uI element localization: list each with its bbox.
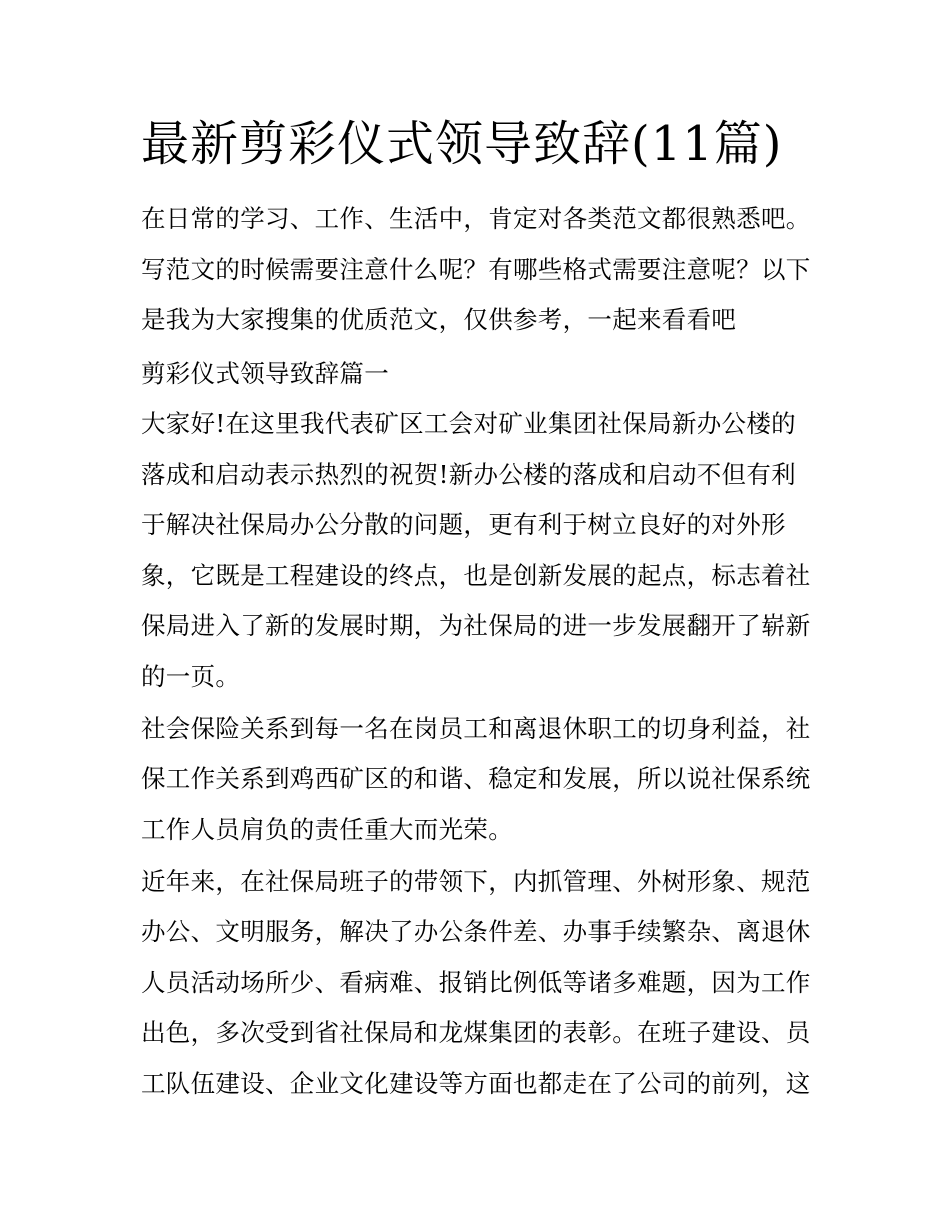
paragraph-line: 在日常的学习、工作、生活中，肯定对各类范文都很熟悉吧。 bbox=[141, 204, 811, 233]
paragraph-line: 出色，多次受到省社保局和龙煤集团的表彰。在班子建设、员 bbox=[141, 1018, 811, 1047]
paragraph-line: 工作人员肩负的责任重大而光荣。 bbox=[141, 815, 513, 844]
section-heading: 剪彩仪式领导致辞篇一 bbox=[141, 359, 389, 388]
paragraph-line: 写范文的时候需要注意什么呢？有哪些格式需要注意呢？以下 bbox=[141, 255, 811, 284]
paragraph-line: 人员活动场所少、看病难、报销比例低等诸多难题，因为工作 bbox=[141, 968, 811, 997]
paragraph-line: 落成和启动表示热烈的祝贺!新办公楼的落成和启动不但有利 bbox=[141, 460, 796, 489]
paragraph-line: 的一页。 bbox=[141, 662, 241, 691]
paragraph-line: 于解决社保局办公分散的问题，更有利于树立良好的对外形 bbox=[141, 510, 786, 539]
paragraph-line: 是我为大家搜集的优质范文，仅供参考，一起来看看吧 bbox=[141, 305, 737, 334]
document-title: 最新剪彩仪式领导致辞(11篇) bbox=[141, 116, 783, 172]
paragraph-line: 保局进入了新的发展时期，为社保局的进一步发展翻开了崭新 bbox=[141, 611, 811, 640]
paragraph-line: 工队伍建设、企业文化建设等方面也都走在了公司的前列，这 bbox=[141, 1069, 811, 1098]
paragraph-line: 保工作关系到鸡西矿区的和谐、稳定和发展，所以说社保系统 bbox=[141, 764, 811, 793]
paragraph-line: 象，它既是工程建设的终点，也是创新发展的起点，标志着社 bbox=[141, 561, 811, 590]
paragraph-line: 办公、文明服务，解决了办公条件差、办事手续繁杂、离退休 bbox=[141, 917, 811, 946]
paragraph-line: 大家好!在这里我代表矿区工会对矿业集团社保局新办公楼的 bbox=[141, 409, 796, 438]
paragraph-line: 社会保险关系到每一名在岗员工和离退休职工的切身利益，社 bbox=[141, 714, 811, 743]
paragraph-line: 近年来，在社保局班子的带领下，内抓管理、外树形象、规范 bbox=[141, 867, 811, 896]
